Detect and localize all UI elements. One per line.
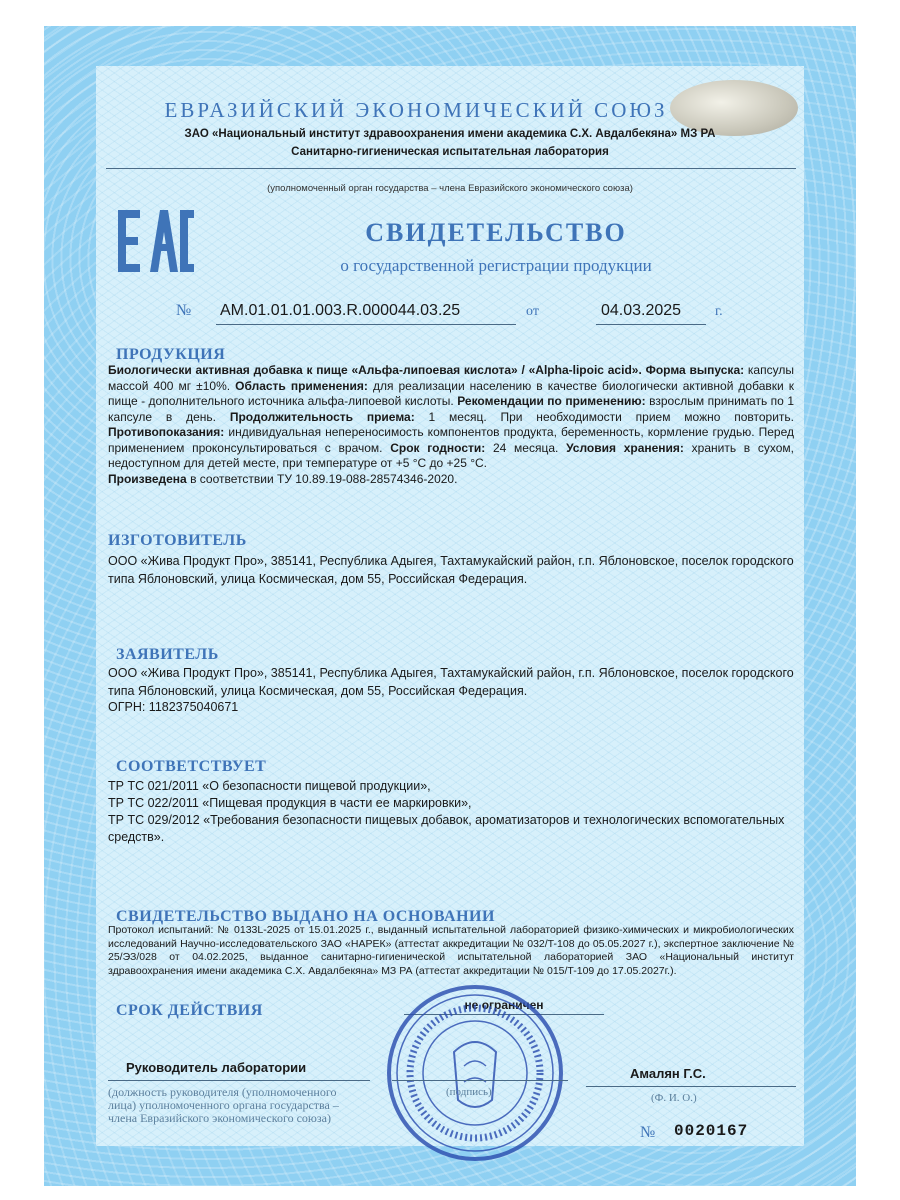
serial-number: 0020167 [674,1122,749,1140]
usage-recommendation-label: Рекомендации по применению: [457,394,646,408]
produced-label: Произведена [108,471,187,486]
validity-section-title: СРОК ДЕЙСТВИЯ [116,1002,263,1019]
signatory-name: Амалян Г.С. [630,1066,706,1081]
intake-duration-label: Продолжительность приема: [229,409,415,424]
validity-value: не ограничен [464,998,544,1012]
role-underline [108,1080,370,1081]
date-underline [596,324,706,325]
release-form-label: Форма выпуска: [645,363,745,377]
produced-value: в соответствии ТУ 10.89.19-088-28574346-2020. [190,471,458,486]
usage-recommendation-value: взрослым принимать по 1 капсуле в день. [108,394,794,424]
storage-conditions-value: хранить в сухом, недоступном для детей месте, при температуре от +5 °С до +25 °С. [108,440,795,470]
certificate-title: СВИДЕТЕЛЬСТВО [365,218,627,247]
certificate-subtitle: о государственной регистрации продукции [340,256,652,275]
application-area-value: для реализации населению в качестве биологически активной добавки к пище - дополнительного источника альфа-липоевой кислоты. [108,378,794,408]
product-section-title: ПРОДУКЦИЯ [116,346,226,363]
shelf-life-label: Срок годности: [390,440,486,455]
registration-year-suffix: г. [715,304,723,319]
regulation-item: ТР ТС 021/2011 «О безопасности пищевой продукции», [108,779,431,793]
header-divider [106,168,796,169]
eac-mark-icon [116,206,196,276]
registration-number: AM.01.01.01.003.R.000044.03.25 [220,302,461,319]
applicant-section-title: ЗАЯВИТЕЛЬ [116,646,219,663]
regulation-item: ТР ТС 022/2011 «Пищевая продукция в части ее маркировки», [108,796,472,810]
shelf-life-value: 24 месяца. [492,440,559,455]
certificate-frame [44,26,856,1186]
basis-section-title: СВИДЕТЕЛЬСТВО ВЫДАНО НА ОСНОВАНИИ [116,908,495,925]
regulation-item: ТР ТС 029/2012 «Требования безопасности пищевых добавок, ароматизаторов и технологических вспомогательных средств». [108,813,785,844]
registration-no-label: № [176,302,192,319]
applicant-address: ООО «Жива Продукт Про», 385141, Республика Адыгея, Тахтамукайский район, г.п. Яблоновское, поселок городского типа Яблоновский, улица Космическая, дом 55, Российская Федерация. [108,666,794,698]
signature-caption: (подпись) [446,1086,492,1098]
basis-text: Протокол испытаний: № 0133L-2025 от 15.01.2025 г., выданный испытательной лабораторией физико-химических и микробиологических исследований Научно-исследовательского ЗАО «НАРЕК» (аттестат аккредитации № 032/T-108 до 05.05.2027 г.), экспертное заключение № 25/ЭЗ/028 от 04.02.2025, выданное санитарно-гигиенической испытательной лабораторией ЗАО «Национальный институт здравоохранения имени академика С.Х. Авдалбекяна» МЗ РА (аттестат аккредитации № 015/T-109 до 17.05.2027г.). [108,924,794,977]
registration-date: 04.03.2025 [601,302,682,319]
product-name: Биологически активная добавка к пище «Альфа-липоевая кислота» / «Alpha-lipoic acid». [108,363,642,377]
manufacturer-address: ООО «Жива Продукт Про», 385141, Республика Адыгея, Тахтамукайский район, г.п. Яблоновское, поселок городского типа Яблоновский, улица Космическая, дом 55, Российская Федерация. [108,554,794,586]
institute-name: ЗАО «Национальный институт здравоохранения имени академика С.Х. Авдалбекяна» МЗ РА [184,128,716,140]
registration-from-label: от [526,304,539,319]
certificate-body [96,66,804,1146]
applicant-ogrn: ОГРН: 1182375040671 [108,700,239,714]
release-form-value: капсулы массой 400 мг ±10%. [108,363,794,393]
manufacturer-section-title: ИЗГОТОВИТЕЛЬ [108,532,247,549]
intake-duration-value: 1 месяц. При необходимости прием можно повторить. [428,409,795,424]
registration-underline [216,324,516,325]
union-title: ЕВРАЗИЙСКИЙ ЭКОНОМИЧЕСКИЙ СОЮЗ [164,98,668,122]
signatory-role: Руководитель лаборатории [126,1060,307,1075]
contraindications-label: Противопоказания: [108,425,225,439]
contraindications-value: индивидуальная непереносимость компонентов продукта, беременность, кормление грудью. Перед применением проконсультироваться с врачом. [108,425,794,455]
product-description [108,363,794,487]
conformity-list [108,778,794,846]
laboratory-name: Санитарно-гигиеническая испытательная лаборатория [291,146,609,158]
official-stamp-icon [384,982,566,1164]
name-underline [586,1086,796,1087]
role-caption: (должность руководителя (уполномоченного лица) уполномоченного органа государства – члена Евразийского экономического союза) [108,1085,339,1125]
name-caption: (Ф. И. О.) [651,1092,697,1104]
storage-conditions-label: Условия хранения: [566,440,684,455]
application-area-label: Область применения: [235,378,368,393]
signature-underline [392,1080,568,1081]
authority-note: (уполномоченный орган государства – члена Евразийского экономического союза) [267,183,633,194]
serial-no-label: № [640,1124,656,1141]
conformity-section-title: СООТВЕТСТВУЕТ [116,758,267,775]
